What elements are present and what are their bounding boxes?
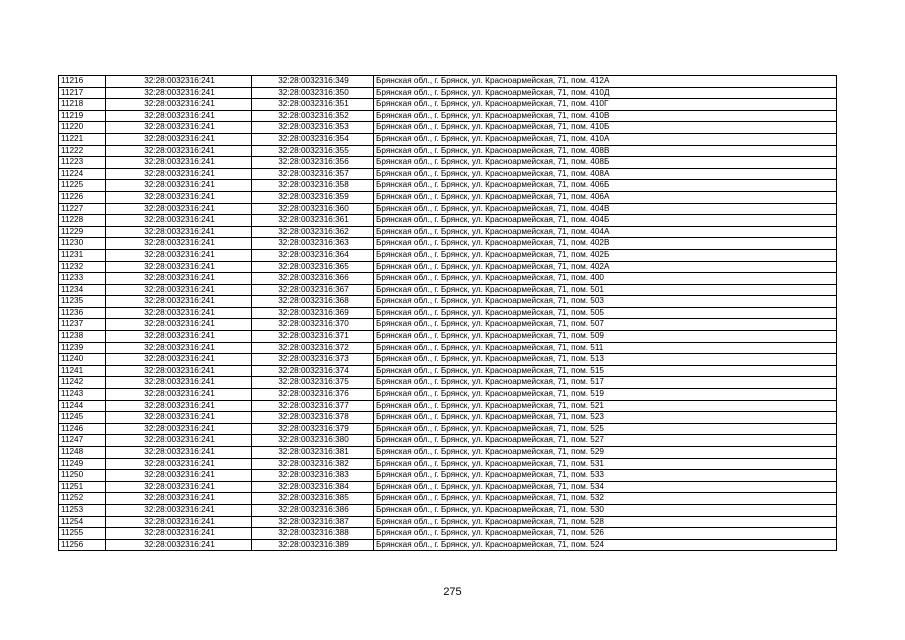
row-number-cell: 11230 (59, 238, 106, 250)
cadastral-number-cell: 32:28:0032316:389 (252, 539, 374, 551)
cadastral-number-cell: 32:28:0032316:372 (252, 342, 374, 354)
address-cell: Брянская обл., г. Брянск, ул. Красноармейская, 71, пом. 400 (374, 273, 837, 285)
table-row (59, 238, 837, 250)
cadastral-number-cell: 32:28:0032316:359 (252, 191, 374, 203)
table-row (59, 226, 837, 238)
parent-cadastral-number-cell: 32:28:0032316:241 (106, 354, 252, 366)
address-cell: Брянская обл., г. Брянск, ул. Красноармейская, 71, пом. 531 (374, 458, 837, 470)
address-cell: Брянская обл., г. Брянск, ул. Красноармейская, 71, пом. 507 (374, 319, 837, 331)
cadastral-number-cell: 32:28:0032316:376 (252, 389, 374, 401)
cadastral-number-cell: 32:28:0032316:360 (252, 203, 374, 215)
row-number-cell: 11238 (59, 331, 106, 343)
row-number-cell: 11217 (59, 87, 106, 99)
table-row (59, 493, 837, 505)
address-cell: Брянская обл., г. Брянск, ул. Красноармейская, 71, пом. 525 (374, 423, 837, 435)
table-row (59, 168, 837, 180)
table-row (59, 191, 837, 203)
table-row (59, 203, 837, 215)
parent-cadastral-number-cell: 32:28:0032316:241 (106, 203, 252, 215)
row-number-cell: 11254 (59, 516, 106, 528)
cadastral-number-cell: 32:28:0032316:384 (252, 481, 374, 493)
cadastral-number-cell: 32:28:0032316:382 (252, 458, 374, 470)
address-cell: Брянская обл., г. Брянск, ул. Красноармейская, 71, пом. 404А (374, 226, 837, 238)
cadastral-number-cell: 32:28:0032316:385 (252, 493, 374, 505)
parent-cadastral-number-cell: 32:28:0032316:241 (106, 447, 252, 459)
parent-cadastral-number-cell: 32:28:0032316:241 (106, 331, 252, 343)
table-row (59, 389, 837, 401)
table-row (59, 470, 837, 482)
cadastral-number-cell: 32:28:0032316:370 (252, 319, 374, 331)
parent-cadastral-number-cell: 32:28:0032316:241 (106, 435, 252, 447)
parent-cadastral-number-cell: 32:28:0032316:241 (106, 226, 252, 238)
address-cell: Брянская обл., г. Брянск, ул. Красноармейская, 71, пом. 527 (374, 435, 837, 447)
cadastral-number-cell: 32:28:0032316:374 (252, 365, 374, 377)
table-row (59, 145, 837, 157)
row-number-cell: 11235 (59, 296, 106, 308)
row-number-cell: 11222 (59, 145, 106, 157)
row-number-cell: 11224 (59, 168, 106, 180)
table-row (59, 133, 837, 145)
table-row (59, 273, 837, 285)
parent-cadastral-number-cell: 32:28:0032316:241 (106, 284, 252, 296)
address-cell: Брянская обл., г. Брянск, ул. Красноармейская, 71, пом. 410А (374, 133, 837, 145)
cadastral-number-cell: 32:28:0032316:358 (252, 180, 374, 192)
address-cell: Брянская обл., г. Брянск, ул. Красноармейская, 71, пом. 402В (374, 238, 837, 250)
cadastral-number-cell: 32:28:0032316:388 (252, 528, 374, 540)
cadastral-number-cell: 32:28:0032316:371 (252, 331, 374, 343)
table-row (59, 284, 837, 296)
parent-cadastral-number-cell: 32:28:0032316:241 (106, 539, 252, 551)
table-row (59, 365, 837, 377)
address-cell: Брянская обл., г. Брянск, ул. Красноармейская, 71, пом. 408А (374, 168, 837, 180)
address-cell: Брянская обл., г. Брянск, ул. Красноармейская, 71, пом. 524 (374, 539, 837, 551)
table-row (59, 504, 837, 516)
cadastral-number-cell: 32:28:0032316:354 (252, 133, 374, 145)
parent-cadastral-number-cell: 32:28:0032316:241 (106, 180, 252, 192)
row-number-cell: 11223 (59, 157, 106, 169)
address-cell: Брянская обл., г. Брянск, ул. Красноармейская, 71, пом. 530 (374, 504, 837, 516)
cadastral-number-cell: 32:28:0032316:365 (252, 261, 374, 273)
table-row (59, 110, 837, 122)
row-number-cell: 11246 (59, 423, 106, 435)
parent-cadastral-number-cell: 32:28:0032316:241 (106, 481, 252, 493)
property-register-table (58, 75, 837, 551)
cadastral-number-cell: 32:28:0032316:357 (252, 168, 374, 180)
address-cell: Брянская обл., г. Брянск, ул. Красноармейская, 71, пом. 410Б (374, 122, 837, 134)
row-number-cell: 11250 (59, 470, 106, 482)
parent-cadastral-number-cell: 32:28:0032316:241 (106, 133, 252, 145)
table-row (59, 528, 837, 540)
table-row (59, 447, 837, 459)
address-cell: Брянская обл., г. Брянск, ул. Красноармейская, 71, пом. 523 (374, 412, 837, 424)
parent-cadastral-number-cell: 32:28:0032316:241 (106, 99, 252, 111)
row-number-cell: 11220 (59, 122, 106, 134)
address-cell: Брянская обл., г. Брянск, ул. Красноармейская, 71, пом. 521 (374, 400, 837, 412)
address-cell: Брянская обл., г. Брянск, ул. Красноармейская, 71, пом. 513 (374, 354, 837, 366)
parent-cadastral-number-cell: 32:28:0032316:241 (106, 215, 252, 227)
parent-cadastral-number-cell: 32:28:0032316:241 (106, 273, 252, 285)
parent-cadastral-number-cell: 32:28:0032316:241 (106, 377, 252, 389)
row-number-cell: 11256 (59, 539, 106, 551)
row-number-cell: 11240 (59, 354, 106, 366)
table-row (59, 215, 837, 227)
row-number-cell: 11226 (59, 191, 106, 203)
table-row (59, 261, 837, 273)
row-number-cell: 11248 (59, 447, 106, 459)
row-number-cell: 11221 (59, 133, 106, 145)
address-cell: Брянская обл., г. Брянск, ул. Красноармейская, 71, пом. 412А (374, 76, 837, 88)
cadastral-number-cell: 32:28:0032316:362 (252, 226, 374, 238)
row-number-cell: 11232 (59, 261, 106, 273)
row-number-cell: 11229 (59, 226, 106, 238)
table-row (59, 87, 837, 99)
table-row (59, 122, 837, 134)
table-row (59, 296, 837, 308)
parent-cadastral-number-cell: 32:28:0032316:241 (106, 389, 252, 401)
address-cell: Брянская обл., г. Брянск, ул. Красноармейская, 71, пом. 529 (374, 447, 837, 459)
cadastral-number-cell: 32:28:0032316:351 (252, 99, 374, 111)
table-row (59, 539, 837, 551)
cadastral-number-cell: 32:28:0032316:379 (252, 423, 374, 435)
cadastral-number-cell: 32:28:0032316:380 (252, 435, 374, 447)
table-row (59, 307, 837, 319)
cadastral-number-cell: 32:28:0032316:375 (252, 377, 374, 389)
row-number-cell: 11255 (59, 528, 106, 540)
table-row (59, 458, 837, 470)
address-cell: Брянская обл., г. Брянск, ул. Красноармейская, 71, пом. 503 (374, 296, 837, 308)
row-number-cell: 11253 (59, 504, 106, 516)
cadastral-number-cell: 32:28:0032316:364 (252, 249, 374, 261)
row-number-cell: 11237 (59, 319, 106, 331)
cadastral-number-cell: 32:28:0032316:352 (252, 110, 374, 122)
row-number-cell: 11249 (59, 458, 106, 470)
address-cell: Брянская обл., г. Брянск, ул. Красноармейская, 71, пом. 517 (374, 377, 837, 389)
address-cell: Брянская обл., г. Брянск, ул. Красноармейская, 71, пом. 408Б (374, 157, 837, 169)
parent-cadastral-number-cell: 32:28:0032316:241 (106, 528, 252, 540)
table-row (59, 319, 837, 331)
row-number-cell: 11218 (59, 99, 106, 111)
address-cell: Брянская обл., г. Брянск, ул. Красноармейская, 71, пом. 402Б (374, 249, 837, 261)
parent-cadastral-number-cell: 32:28:0032316:241 (106, 238, 252, 250)
parent-cadastral-number-cell: 32:28:0032316:241 (106, 458, 252, 470)
parent-cadastral-number-cell: 32:28:0032316:241 (106, 470, 252, 482)
table-row (59, 516, 837, 528)
row-number-cell: 11227 (59, 203, 106, 215)
address-cell: Брянская обл., г. Брянск, ул. Красноармейская, 71, пом. 532 (374, 493, 837, 505)
cadastral-number-cell: 32:28:0032316:349 (252, 76, 374, 88)
cadastral-number-cell: 32:28:0032316:361 (252, 215, 374, 227)
table-row (59, 400, 837, 412)
cadastral-number-cell: 32:28:0032316:387 (252, 516, 374, 528)
address-cell: Брянская обл., г. Брянск, ул. Красноармейская, 71, пом. 511 (374, 342, 837, 354)
row-number-cell: 11228 (59, 215, 106, 227)
row-number-cell: 11247 (59, 435, 106, 447)
row-number-cell: 11241 (59, 365, 106, 377)
address-cell: Брянская обл., г. Брянск, ул. Красноармейская, 71, пом. 406А (374, 191, 837, 203)
address-cell: Брянская обл., г. Брянск, ул. Красноармейская, 71, пом. 410Г (374, 99, 837, 111)
table-row (59, 377, 837, 389)
parent-cadastral-number-cell: 32:28:0032316:241 (106, 307, 252, 319)
row-number-cell: 11233 (59, 273, 106, 285)
address-cell: Брянская обл., г. Брянск, ул. Красноармейская, 71, пом. 501 (374, 284, 837, 296)
cadastral-number-cell: 32:28:0032316:377 (252, 400, 374, 412)
row-number-cell: 11244 (59, 400, 106, 412)
cadastral-number-cell: 32:28:0032316:383 (252, 470, 374, 482)
parent-cadastral-number-cell: 32:28:0032316:241 (106, 145, 252, 157)
row-number-cell: 11245 (59, 412, 106, 424)
cadastral-number-cell: 32:28:0032316:381 (252, 447, 374, 459)
address-cell: Брянская обл., г. Брянск, ул. Красноармейская, 71, пом. 528 (374, 516, 837, 528)
parent-cadastral-number-cell: 32:28:0032316:241 (106, 110, 252, 122)
row-number-cell: 11234 (59, 284, 106, 296)
address-cell: Брянская обл., г. Брянск, ул. Красноармейская, 71, пом. 533 (374, 470, 837, 482)
parent-cadastral-number-cell: 32:28:0032316:241 (106, 191, 252, 203)
parent-cadastral-number-cell: 32:28:0032316:241 (106, 365, 252, 377)
table-row (59, 481, 837, 493)
cadastral-number-cell: 32:28:0032316:350 (252, 87, 374, 99)
address-cell: Брянская обл., г. Брянск, ул. Красноармейская, 71, пом. 408В (374, 145, 837, 157)
cadastral-number-cell: 32:28:0032316:367 (252, 284, 374, 296)
parent-cadastral-number-cell: 32:28:0032316:241 (106, 516, 252, 528)
row-number-cell: 11252 (59, 493, 106, 505)
parent-cadastral-number-cell: 32:28:0032316:241 (106, 504, 252, 516)
table-row (59, 157, 837, 169)
cadastral-number-cell: 32:28:0032316:369 (252, 307, 374, 319)
parent-cadastral-number-cell: 32:28:0032316:241 (106, 157, 252, 169)
table-row (59, 99, 837, 111)
row-number-cell: 11231 (59, 249, 106, 261)
parent-cadastral-number-cell: 32:28:0032316:241 (106, 249, 252, 261)
address-cell: Брянская обл., г. Брянск, ул. Красноармейская, 71, пом. 410Д (374, 87, 837, 99)
cadastral-number-cell: 32:28:0032316:386 (252, 504, 374, 516)
cadastral-number-cell: 32:28:0032316:353 (252, 122, 374, 134)
address-cell: Брянская обл., г. Брянск, ул. Красноармейская, 71, пом. 526 (374, 528, 837, 540)
register-table-body (59, 76, 837, 551)
parent-cadastral-number-cell: 32:28:0032316:241 (106, 76, 252, 88)
address-cell: Брянская обл., г. Брянск, ул. Красноармейская, 71, пом. 404Б (374, 215, 837, 227)
table-row (59, 342, 837, 354)
address-cell: Брянская обл., г. Брянск, ул. Красноармейская, 71, пом. 404В (374, 203, 837, 215)
parent-cadastral-number-cell: 32:28:0032316:241 (106, 261, 252, 273)
table-row (59, 180, 837, 192)
cadastral-number-cell: 32:28:0032316:356 (252, 157, 374, 169)
row-number-cell: 11242 (59, 377, 106, 389)
parent-cadastral-number-cell: 32:28:0032316:241 (106, 296, 252, 308)
address-cell: Брянская обл., г. Брянск, ул. Красноармейская, 71, пом. 519 (374, 389, 837, 401)
parent-cadastral-number-cell: 32:28:0032316:241 (106, 122, 252, 134)
row-number-cell: 11225 (59, 180, 106, 192)
cadastral-number-cell: 32:28:0032316:366 (252, 273, 374, 285)
row-number-cell: 11239 (59, 342, 106, 354)
page-number: 275 (443, 586, 462, 598)
cadastral-number-cell: 32:28:0032316:368 (252, 296, 374, 308)
parent-cadastral-number-cell: 32:28:0032316:241 (106, 319, 252, 331)
cadastral-number-cell: 32:28:0032316:378 (252, 412, 374, 424)
address-cell: Брянская обл., г. Брянск, ул. Красноармейская, 71, пом. 406Б (374, 180, 837, 192)
table-row (59, 249, 837, 261)
table-row (59, 423, 837, 435)
row-number-cell: 11216 (59, 76, 106, 88)
cadastral-number-cell: 32:28:0032316:363 (252, 238, 374, 250)
parent-cadastral-number-cell: 32:28:0032316:241 (106, 400, 252, 412)
parent-cadastral-number-cell: 32:28:0032316:241 (106, 423, 252, 435)
address-cell: Брянская обл., г. Брянск, ул. Красноармейская, 71, пом. 515 (374, 365, 837, 377)
parent-cadastral-number-cell: 32:28:0032316:241 (106, 87, 252, 99)
table-row (59, 412, 837, 424)
table-row (59, 331, 837, 343)
row-number-cell: 11219 (59, 110, 106, 122)
table-row (59, 76, 837, 88)
cadastral-number-cell: 32:28:0032316:355 (252, 145, 374, 157)
address-cell: Брянская обл., г. Брянск, ул. Красноармейская, 71, пом. 505 (374, 307, 837, 319)
address-cell: Брянская обл., г. Брянск, ул. Красноармейская, 71, пом. 534 (374, 481, 837, 493)
row-number-cell: 11251 (59, 481, 106, 493)
cadastral-number-cell: 32:28:0032316:373 (252, 354, 374, 366)
address-cell: Брянская обл., г. Брянск, ул. Красноармейская, 71, пом. 402А (374, 261, 837, 273)
address-cell: Брянская обл., г. Брянск, ул. Красноармейская, 71, пом. 509 (374, 331, 837, 343)
address-cell: Брянская обл., г. Брянск, ул. Красноармейская, 71, пом. 410В (374, 110, 837, 122)
parent-cadastral-number-cell: 32:28:0032316:241 (106, 412, 252, 424)
row-number-cell: 11236 (59, 307, 106, 319)
row-number-cell: 11243 (59, 389, 106, 401)
parent-cadastral-number-cell: 32:28:0032316:241 (106, 342, 252, 354)
table-row (59, 435, 837, 447)
table-row (59, 354, 837, 366)
parent-cadastral-number-cell: 32:28:0032316:241 (106, 168, 252, 180)
parent-cadastral-number-cell: 32:28:0032316:241 (106, 493, 252, 505)
